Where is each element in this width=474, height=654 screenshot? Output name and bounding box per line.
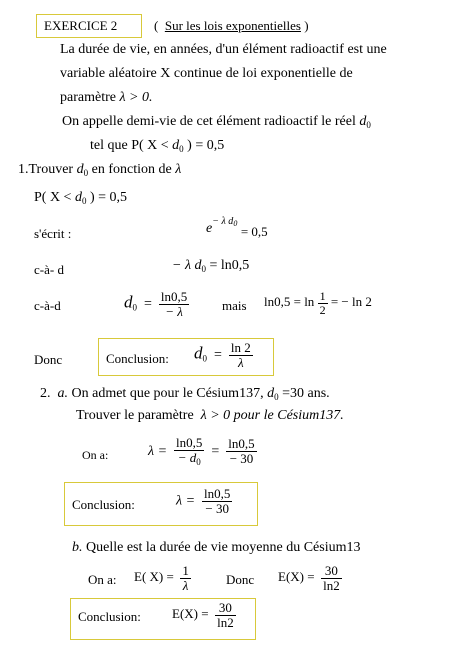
q2b-donc-label: Donc	[226, 572, 255, 587]
q1-ln-half-equation: ln0,5 = ln $\frac{1}{2}$ = − ln 2	[264, 289, 372, 317]
q2a-on-a-label: On a:	[82, 448, 109, 462]
intro-line-1: La durée de vie, en années, d'un élément radioactif est une	[60, 42, 387, 57]
q2a-conclusion-formula: λ = $\frac{\ln 0,5}{- 30}$	[176, 486, 231, 516]
exercise-title: EXERCICE 2	[44, 18, 118, 33]
q1-cad-label-1: c-à- d	[34, 262, 64, 277]
q1-d0-fraction-equation: $d_0$ = $\frac{\ln 0,5}{- \lambda}$	[124, 289, 188, 319]
intro-line-2: variable aléatoire X continue de loi exponentielle de	[60, 66, 353, 81]
intro-line-4: On appelle demi-vie de cet élément radioactif le réel $d_0$	[62, 114, 371, 130]
q2b-expectation-result: E(X) = $\frac{30}{\ln 2}$	[278, 563, 340, 593]
q2b-conclusion-label: Conclusion:	[78, 609, 141, 624]
q1-conclusion-formula: $d_0$ = $\frac{\ln 2}{\lambda}$	[194, 340, 251, 370]
q2b-conclusion-formula: E(X) = $\frac{30}{\ln 2}$	[172, 600, 234, 630]
intro-line-5: tel que P( $X < d_0$ ) = 0,5	[90, 138, 225, 154]
q2b-expectation-equation: E( X) = $\frac{1}{\lambda}$	[134, 563, 189, 593]
q2b-on-a-label: On a:	[88, 572, 117, 587]
q1-conclusion-label: Conclusion:	[106, 351, 169, 366]
q2a-conclusion-label: Conclusion:	[72, 497, 135, 512]
q1-exponential-equation: $e^{- \lambda d_0} = 0,5$	[206, 216, 268, 239]
q2a-title: 2. a. On admet que pour le Césium137, $d_0 =30$ ans.	[40, 386, 330, 402]
q1-log-equation: − λ $d_0 = \ln 0,5$	[172, 258, 250, 274]
q1-cad-label-2: c-à-d	[34, 298, 61, 313]
q1-donc-label: Donc	[34, 352, 63, 367]
q1-mais-label: mais	[222, 298, 247, 313]
q1-ecrit-label: s'écrit :	[34, 226, 72, 241]
q2a-lambda-equation: λ = $\frac{\ln 0,5}{- d_0}$ = $\frac{\ln 0,5}{- 30}$	[148, 435, 255, 467]
q2b-title: b. Quelle est la durée de vie moyenne du Césium13	[72, 540, 361, 555]
q1-title: 1.Trouver $d_0$ en fonction de λ	[18, 162, 182, 178]
q1-probability-equation: P( $X < d_0$ ) = 0,5	[34, 190, 128, 206]
intro-line-3: paramètre λ > 0.	[60, 90, 153, 105]
q2a-line-2: Trouver le paramètre λ > 0 pour le Césium137.	[76, 408, 344, 423]
exercise-subtitle: ( Sur les lois exponentielles )	[154, 18, 309, 33]
